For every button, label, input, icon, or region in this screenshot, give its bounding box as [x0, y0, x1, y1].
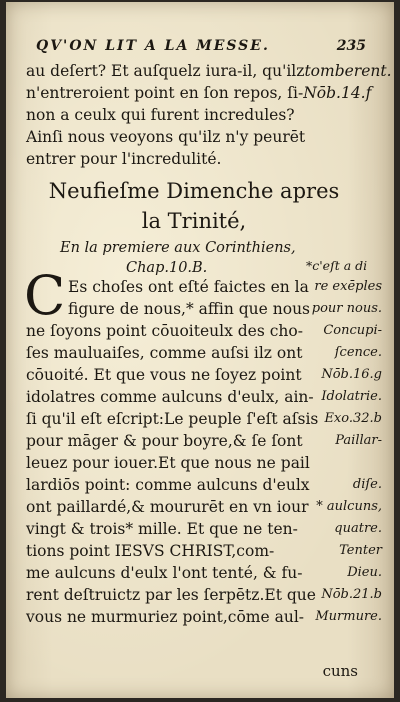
- top-paragraph: [26, 60, 392, 170]
- marginal-note: re exēples: [314, 279, 382, 294]
- marginal-note: Tenter: [339, 543, 382, 558]
- book-page: [6, 2, 394, 698]
- text-line: Ainſi nous veoyons qu'ilz n'y peurēt: [26, 128, 306, 146]
- text-line: pour māger & pour boyre,& ſe ſont Paillar-: [26, 432, 382, 450]
- marginal-note: Concupi-: [323, 323, 382, 338]
- drop-capital: C: [24, 264, 66, 327]
- lesson-header: En la premiere aux Corinthiens,: [60, 240, 296, 256]
- text-line: ſi qu'il eſt eſcript:Le peuple ſ'eſt aſsis Exo.32.b: [26, 410, 382, 428]
- marginal-note: Dieu.: [347, 565, 382, 580]
- marginal-note: Exo.32.b: [324, 411, 382, 426]
- text-line: ſes mauluaiſes, comme auſsi ilz ont ſcence.: [26, 344, 382, 362]
- running-head-title: QV'ON LIT A LA MESSE.: [36, 38, 270, 54]
- text-line: au deſert? Et auſquelz iura-il, qu'ilztomberent.: [26, 62, 392, 80]
- text-line: figure de nous,* affin que nous pour nous.: [68, 300, 382, 318]
- marginal-note: ſcence.: [334, 345, 382, 360]
- text-line: Es choſes ont eſté faictes en la re exēples: [68, 278, 382, 296]
- marginal-note: Idolatrie.: [321, 389, 382, 404]
- text-line: idolatres comme aulcuns d'eulx, ain- Idolatrie.: [26, 388, 382, 406]
- margin-note: *c'eſt a di: [306, 258, 368, 273]
- marginal-note: quatre.: [334, 521, 382, 536]
- text-line: tions point IESVS CHRIST,com- Tenter: [26, 542, 382, 560]
- lesson-chapter: Chap.10.B.: [126, 260, 208, 276]
- text-line: vingt & trois* mille. Et que ne ten- quatre.: [26, 520, 382, 538]
- text-line: me aulcuns d'eulx l'ont tenté, & fu- Dieu.: [26, 564, 382, 582]
- text-line: cōuoité. Et que vous ne ſoyez point Nōb.16.g: [26, 366, 382, 384]
- text-line: non a ceulx qui furent incredules?: [26, 106, 295, 124]
- text-line: entrer pour l'incredulité.: [26, 150, 222, 168]
- marginal-note: Nōb.16.g: [321, 367, 382, 382]
- page-number: 235: [336, 38, 366, 54]
- text-line: rent deſtruictz par les ſerpētz.Et que Nōb.21.b: [26, 586, 382, 604]
- catchword: cuns: [322, 662, 358, 680]
- marginal-note: Nōb.21.b: [321, 587, 382, 602]
- text-line: ont paillardé,& moururēt en vn iour * aulcuns,: [26, 498, 382, 516]
- text-line: lardiōs point: comme aulcuns d'eulx diſe.: [26, 476, 382, 494]
- marginal-note: diſe.: [352, 477, 382, 492]
- epistle-text: [26, 276, 382, 628]
- marginal-note: pour nous.: [311, 301, 382, 316]
- text-line: leuez pour iouer.Et que nous ne pail: [26, 454, 310, 472]
- marginal-note: * aulcuns,: [316, 499, 382, 514]
- text-line: n'entreroient point en ſon repos, ſi-Nōb.14.f: [26, 84, 372, 102]
- text-line: vous ne murmuriez point,cōme aul- Murmure.: [26, 608, 382, 626]
- section-title-line-2: la Trinité,: [141, 209, 247, 233]
- section-title-line-1: Neufieſme Dimenche apres: [48, 179, 340, 203]
- marginal-note: Paillar-: [335, 433, 382, 448]
- running-head: [36, 38, 366, 54]
- marginal-note: Murmure.: [315, 609, 382, 624]
- text-line: ne ſoyons point cōuoiteulx des cho- Concupi-: [26, 322, 382, 340]
